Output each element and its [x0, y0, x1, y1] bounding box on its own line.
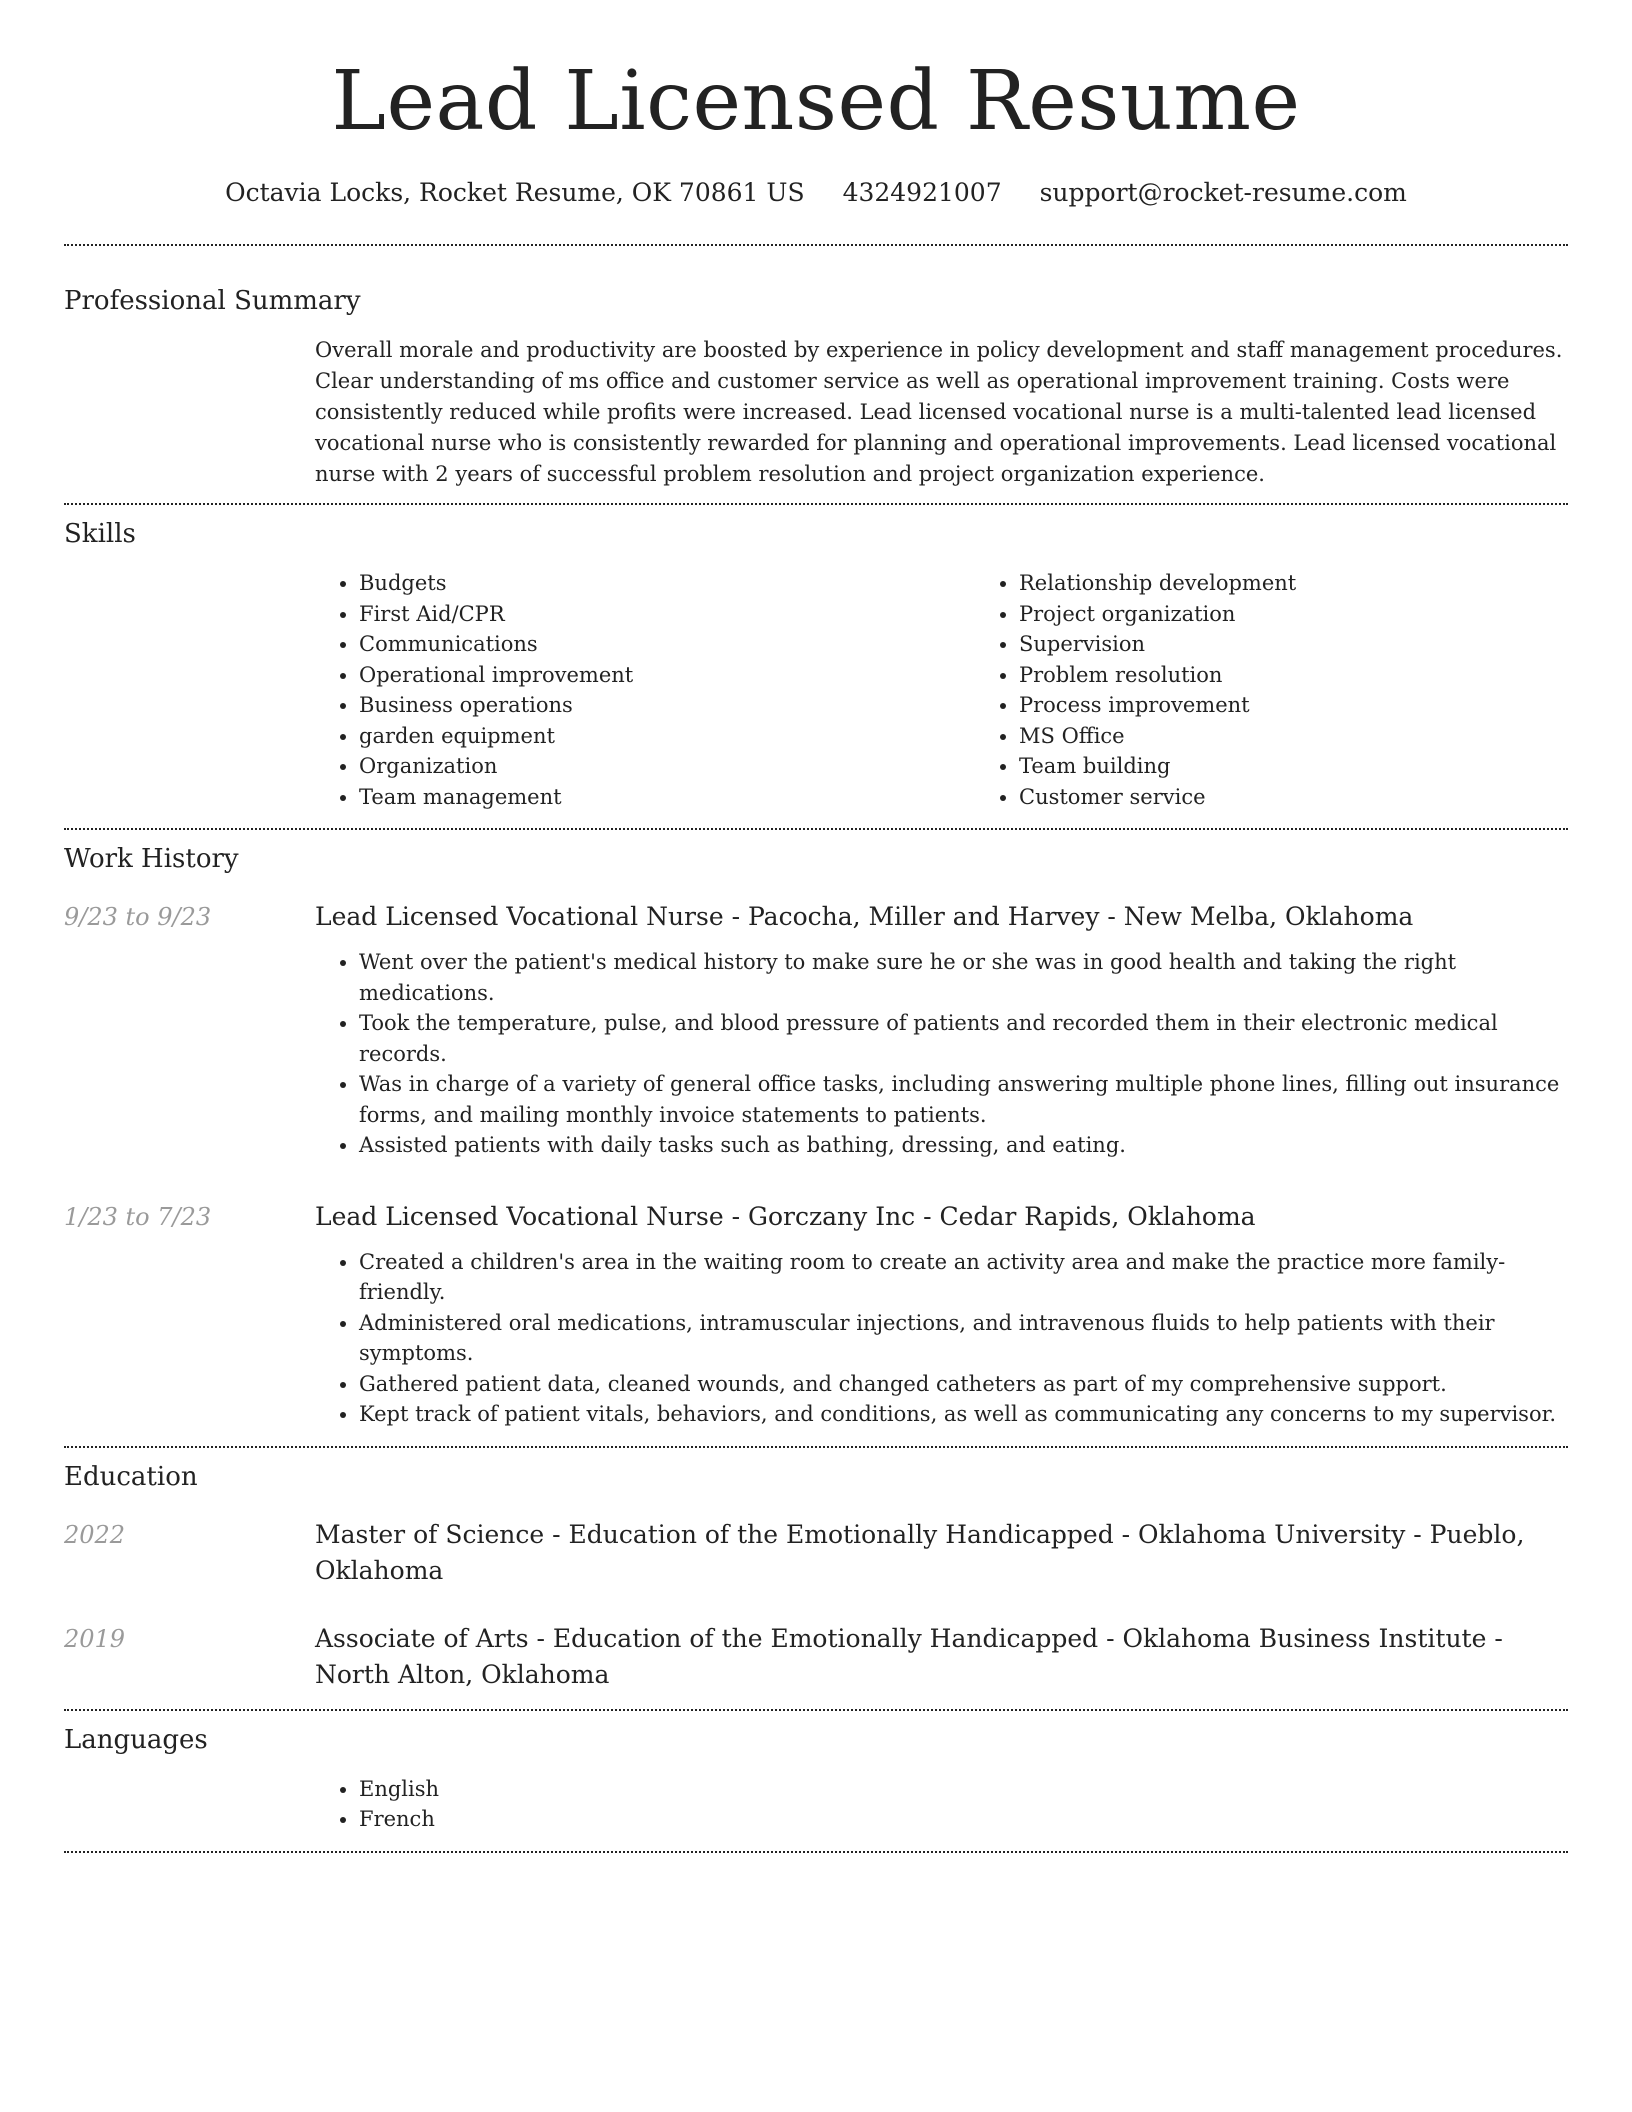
language-item: • French	[359, 1804, 1568, 1835]
skill-item: • MS Office	[1019, 721, 1632, 752]
education-year: 2022	[64, 1520, 126, 1549]
job-entry	[64, 1199, 1568, 1430]
job-title: Lead Licensed Vocational Nurse - Gorczany Inc - Cedar Rapids, Oklahoma	[315, 1201, 1256, 1231]
job-bullet: • Administered oral medications, intramuscular injections, and intravenous fluids to help patients with their symptoms.	[359, 1308, 1568, 1369]
job-bullet: • Assisted patients with daily tasks such as bathing, dressing, and eating.	[359, 1130, 1568, 1161]
summary-section	[64, 246, 1568, 490]
summary-text: Overall morale and productivity are boosted by experience in policy development and staff management procedures. Clear understanding of ms office and customer service as well as operational improvement training. Costs were consistently reduced while profits were increased. Lead licensed vocational nurse is a multi-talented lead licensed vocational nurse who is consistently rewarded for planning and operational improvements. Lead licensed vocational nurse with 2 years of successful problem resolution and project organization experience.	[315, 338, 1563, 486]
skills-list	[315, 568, 1568, 812]
skills-column-2	[975, 568, 1632, 812]
skill-item: • Process improvement	[1019, 690, 1632, 721]
section-divider	[64, 1851, 1568, 1853]
languages-section	[64, 1711, 1568, 1835]
job-bullet: • Kept track of patient vitals, behaviors, and conditions, as well as communicating any concerns to my supervisor.	[359, 1399, 1568, 1430]
skills-column-1	[315, 568, 975, 812]
skill-item: • Supervision	[1019, 629, 1632, 660]
skill-item: • Operational improvement	[359, 660, 975, 691]
skills-heading: Skills	[64, 519, 136, 549]
job-bullet: • Created a children's area in the waiting room to create an activity area and make the practice more family-friendly.	[359, 1247, 1568, 1308]
job-bullet: • Was in charge of a variety of general office tasks, including answering multiple phone lines, filling out insurance forms, and mailing monthly invoice statements to patients.	[359, 1069, 1568, 1130]
skill-item: • Relationship development	[1019, 568, 1632, 599]
education-title: Master of Science - Education of the Emotionally Handicapped - Oklahoma University - Pueblo, Oklahoma	[315, 1519, 1525, 1585]
job-dates: 9/23 to 9/23	[64, 903, 212, 931]
work-heading: Work History	[64, 844, 239, 874]
skill-item: • Organization	[359, 751, 975, 782]
education-title: Associate of Arts - Education of the Emotionally Handicapped - Oklahoma Business Institute - North Alton, Oklahoma	[315, 1623, 1503, 1689]
education-heading: Education	[64, 1461, 198, 1492]
education-section	[64, 1448, 1568, 1693]
contact-line	[64, 176, 1568, 210]
resume-title: Lead Licensed Resume	[331, 54, 1301, 149]
work-section	[64, 830, 1568, 1430]
job-bullets	[315, 947, 1568, 1161]
job-entry	[64, 899, 1568, 1161]
skills-section	[64, 505, 1568, 812]
education-entry	[64, 1517, 1568, 1589]
resume-header	[64, 0, 1568, 210]
summary-heading: Professional Summary	[64, 286, 361, 316]
skill-item: • Communications	[359, 629, 975, 660]
contact-address: Octavia Locks, Rocket Resume, OK 70861 US	[225, 178, 805, 207]
job-bullet: • Took the temperature, pulse, and blood pressure of patients and recorded them in their electronic medical records.	[359, 1008, 1568, 1069]
job-title: Lead Licensed Vocational Nurse - Pacocha, Miller and Harvey - New Melba, Oklahoma	[315, 902, 1414, 931]
skill-item: • Team building	[1019, 751, 1632, 782]
job-bullets	[315, 1247, 1568, 1430]
skill-item: • Budgets	[359, 568, 975, 599]
skill-item: • Customer service	[1019, 782, 1632, 813]
skill-item: • Team management	[359, 782, 975, 813]
job-dates: 1/23 to 7/23	[64, 1202, 212, 1231]
skill-item: • Problem resolution	[1019, 660, 1632, 691]
contact-email: support@rocket-resume.com	[1039, 178, 1407, 207]
skill-item: • Business operations	[359, 690, 975, 721]
languages-heading: Languages	[64, 1724, 208, 1755]
skill-item: • garden equipment	[359, 721, 975, 752]
language-item: • English	[359, 1774, 1568, 1805]
education-year: 2019	[64, 1624, 126, 1653]
skill-item: • Project organization	[1019, 599, 1632, 630]
job-bullet: • Went over the patient's medical history to make sure he or she was in good health and taking the right medications.	[359, 947, 1568, 1008]
skill-item: • First Aid/CPR	[359, 599, 975, 630]
contact-phone: 4324921007	[842, 178, 1002, 207]
education-entry	[64, 1621, 1568, 1693]
languages-list	[315, 1774, 1568, 1835]
job-bullet: • Gathered patient data, cleaned wounds, and changed catheters as part of my comprehensive support.	[359, 1369, 1568, 1400]
